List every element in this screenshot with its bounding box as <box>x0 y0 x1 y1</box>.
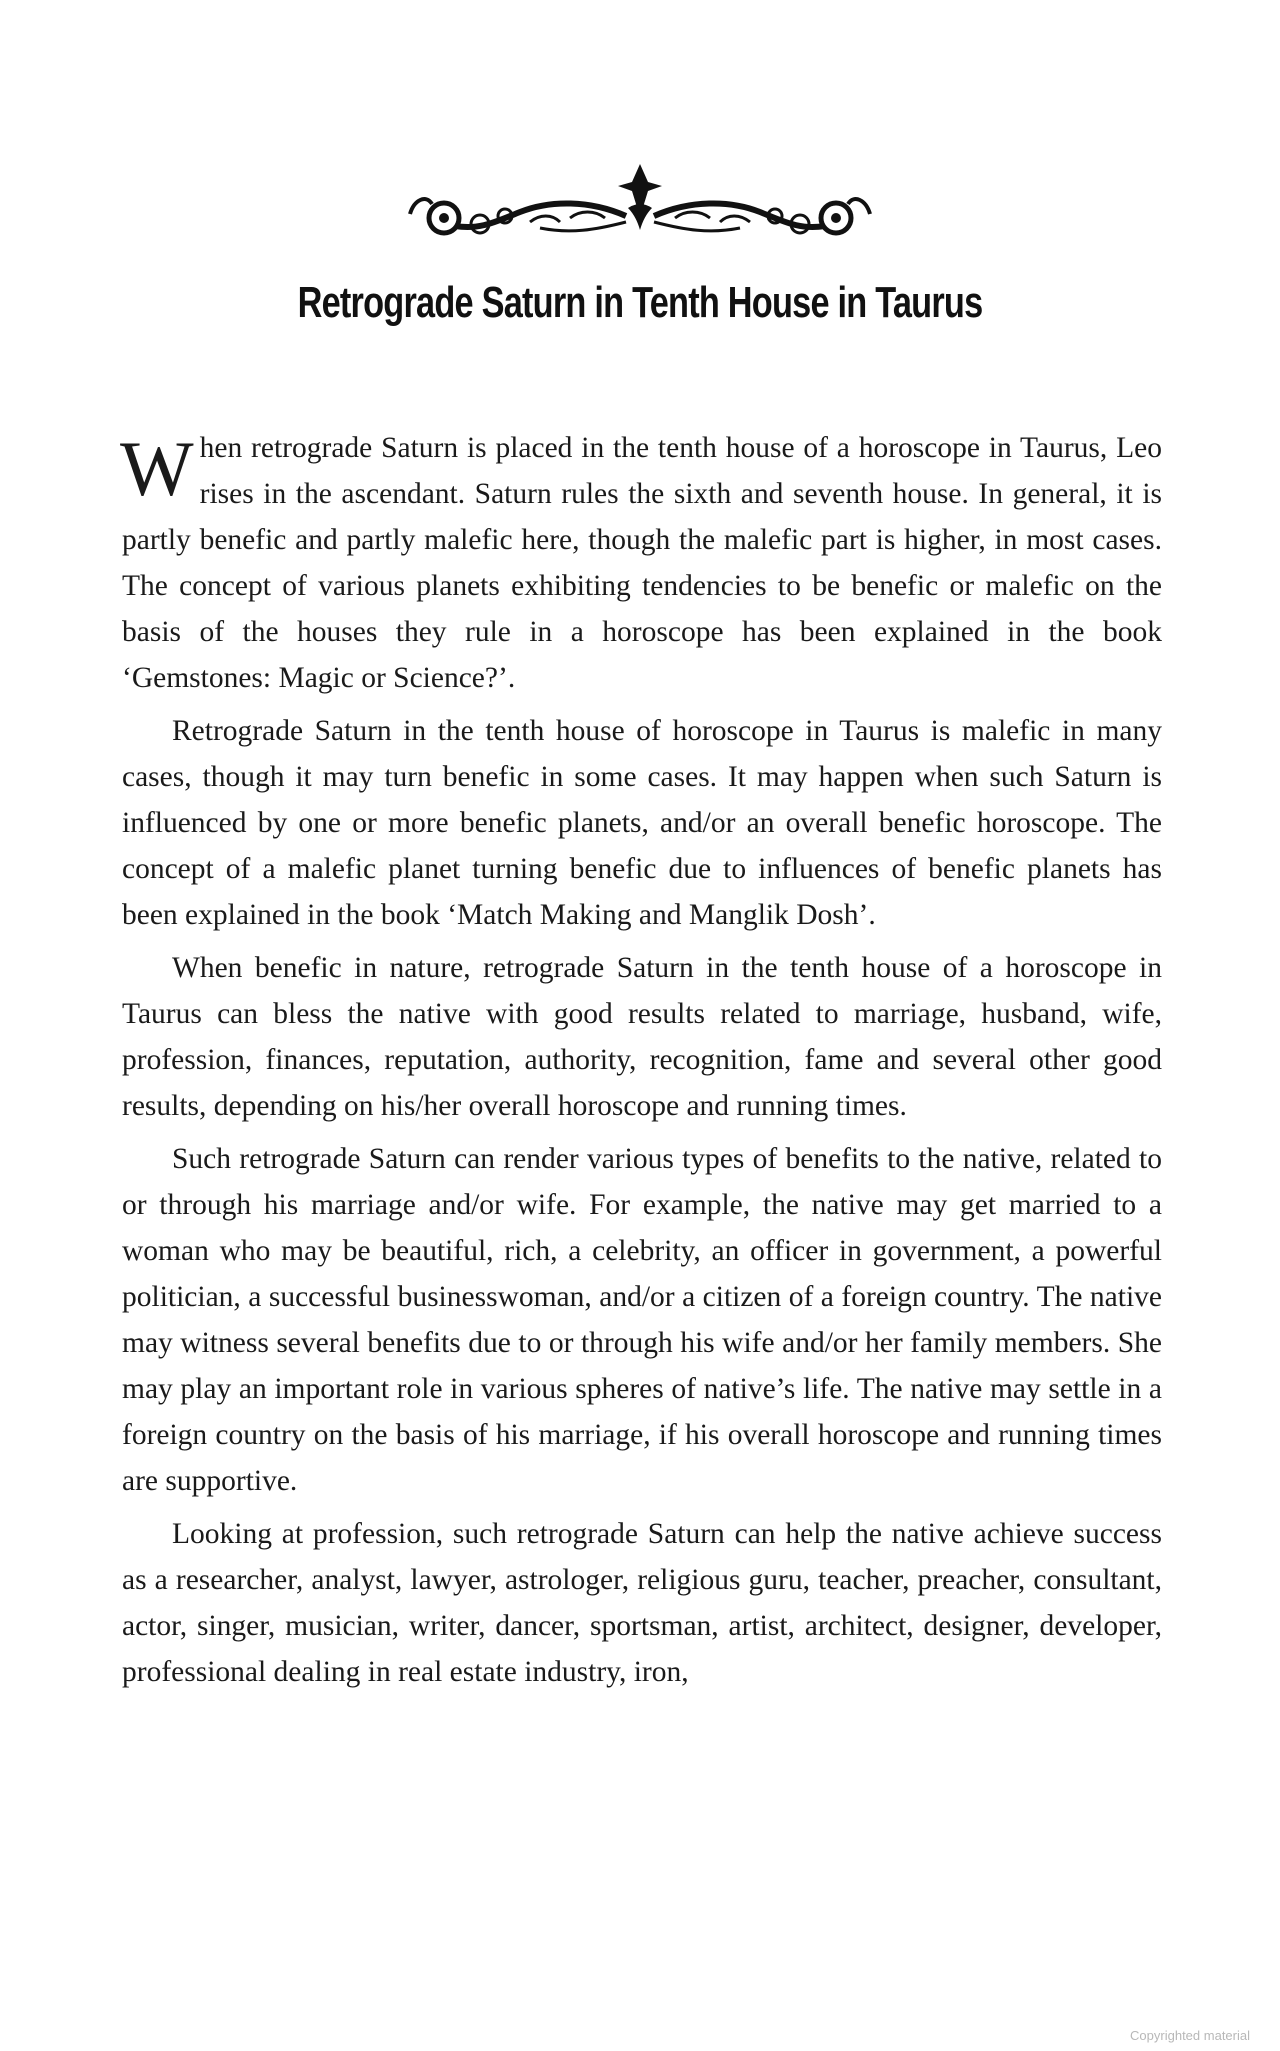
paragraph-3: When benefic in nature, retrograde Saturn in the tenth house of a horoscope in Taurus can bless the native with good results related to marriage, husband, wife, profession, finances, reputation, authority, recognition, fame and several other good results, depending on his/her overall horoscope and running times. <box>122 952 1162 1122</box>
paragraph-1-text: hen retrograde Saturn is placed in the tenth house of a horoscope in Taurus, Leo rises in the ascendant. Saturn rules the sixth and seventh house. In general, it is partly benefic and partly malefic here, though the malefic part is higher, in most cases. The concept of various planets exhibiting tendencies to be benefic or malefic on the basis of the houses they rule in a horoscope has been explained in the book ‘Gemstones: Magic or Science?’. <box>122 432 1162 694</box>
paragraph-1 <box>122 425 1162 701</box>
paragraph-4: Such retrograde Saturn can render various types of benefits to the native, related to or through his marriage and/or wife. For example, the native may get married to a woman who may be beautiful, rich, a celebrity, an officer in government, a powerful politician, a successful businesswoman, and/or a citizen of a foreign country. The native may witness several benefits due to or through his wife and/or her family members. She may play an important role in various spheres of native’s life. The native may settle in a foreign country on the basis of his marriage, if his overall horoscope and running times are supportive. <box>122 1143 1162 1497</box>
copyright-watermark: Copyrighted material <box>1130 2028 1250 2043</box>
drop-cap: W <box>120 425 194 512</box>
paragraph-5: Looking at profession, such retrograde Saturn can help the native achieve success as a researcher, analyst, lawyer, astrologer, religious guru, teacher, preacher, consultant, actor, singer, musician, writer, dancer, sportsman, artist, architect, designer, developer, professional dealing in real estate industry, iron, <box>122 1518 1162 1688</box>
body-text <box>122 425 1162 1702</box>
scroll-ornament-icon <box>400 160 880 260</box>
paragraph-2: Retrograde Saturn in the tenth house of horoscope in Taurus is malefic in many cases, though it may turn benefic in some cases. It may happen when such Saturn is influenced by one or more benefic planets, and/or an overall benefic horoscope. The concept of a malefic planet turning benefic due to influences of benefic planets has been explained in the book ‘Match Making and Manglik Dosh’. <box>122 715 1162 931</box>
chapter-title: Retrograde Saturn in Tenth House in Taurus <box>297 278 983 327</box>
